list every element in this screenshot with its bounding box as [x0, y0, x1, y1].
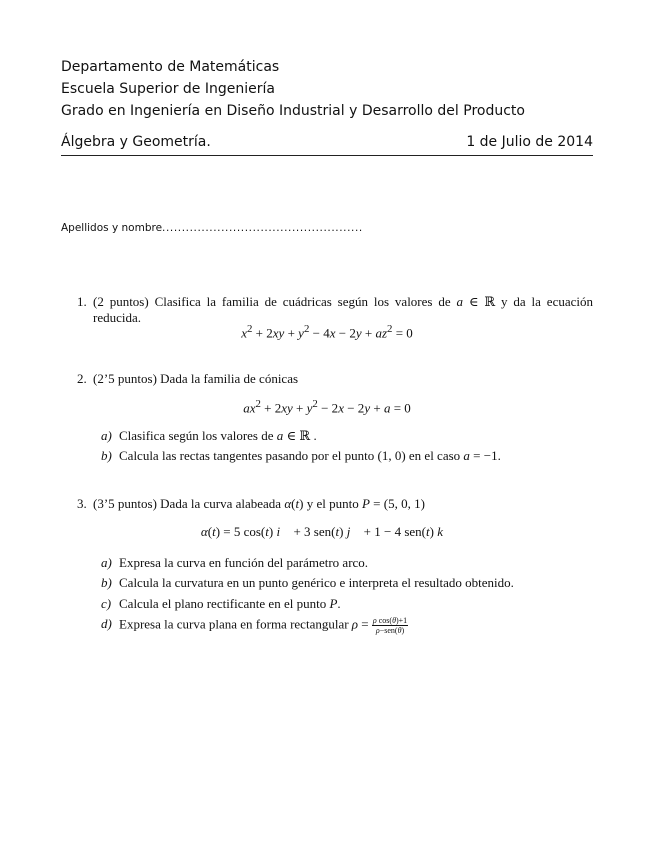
equation-quadric: $x^2 + 2xy + y^2 - 4x - 2y + az^2 = 0$: [241, 323, 413, 341]
exam-date: 1 de Julio de 2014: [466, 134, 593, 150]
equation-curve: α(t) = 5 cos(t) i⃗ + 3 sen(t) j⃗ + 1 − 4 sen(t) k⃗: [200, 524, 454, 539]
question-1-text-a: (2 puntos) Clasifica la familia de cuádricas según los valores de: [93, 294, 451, 309]
school: Escuela Superior de Ingeniería: [61, 81, 275, 97]
item-label: d): [101, 616, 112, 632]
question-2-item-a: a) Clasifica según los valores de a ∈ ℝ .: [101, 428, 317, 443]
question-1-text-b: y da la ecuación reducida.: [93, 294, 593, 325]
name-field: [61, 222, 363, 234]
item-text: Expresa la curva en función del parámetro arco.: [119, 555, 369, 570]
item-label: c): [101, 596, 112, 611]
question-2: [61, 371, 593, 387]
item-label: a): [101, 555, 112, 570]
name-dots: ...................................................: [162, 222, 363, 234]
question-3-item-b: [101, 575, 514, 591]
question-number: 3.: [77, 496, 87, 511]
question-3-item-d: d) Expresa la curva plana en forma rectangular ρ = $\frac{\text{ρ cos(θ)+1}}{\text{ρ−sen(θ)}}$: [101, 616, 408, 635]
department: Departamento de Matemáticas: [61, 59, 280, 75]
equation-conic: $ax^2 + 2xy + y^2 - 2x - 2y + a = 0$: [243, 398, 411, 416]
question-3-text-b: y el punto: [306, 496, 359, 511]
item-text: Clasifica según los valores de: [119, 428, 274, 443]
item-text: Calcula la curvatura en un punto genérico e interpreta el resultado obtenido.: [119, 575, 514, 590]
question-2-text: (2’5 puntos) Dada la familia de cónicas: [93, 371, 299, 386]
course-title: Álgebra y Geometría.: [61, 134, 211, 150]
name-label: Apellidos y nombre: [61, 222, 163, 234]
degree: Grado en Ingeniería en Diseño Industrial y Desarrollo del Producto: [61, 103, 525, 119]
question-3: 3. (3’5 puntos) Dada la curva alabeada α(t) y el punto P = (5, 0, 1): [77, 496, 425, 511]
item-text-b: en el caso: [408, 448, 461, 463]
item-label: b): [101, 448, 112, 463]
question-3-text-a: (3’5 puntos) Dada la curva alabeada: [93, 496, 282, 511]
question-number: 2.: [77, 371, 87, 386]
item-text: Expresa la curva plana en forma rectangular: [119, 616, 349, 632]
question-3-item-c: c) Calcula el plano rectificante en el punto P.: [101, 596, 341, 611]
item-label: a): [101, 428, 112, 443]
item-text: Calcula el plano rectificante en el punto: [119, 596, 327, 611]
question-3-item-a: [101, 555, 368, 571]
question-number: 1.: [77, 294, 87, 309]
polar-fraction: $\frac{\text{ρ cos(θ)+1}}{\text{ρ−sen(θ)}}$: [372, 616, 408, 635]
item-label: b): [101, 575, 112, 590]
item-text-a: Calcula las rectas tangentes pasando por el punto: [119, 448, 375, 463]
header-rule: [61, 155, 593, 156]
question-1: 1. (2 puntos) Clasifica la familia de cuádricas según los valores de a ∈ ℝ y da la ecuación reducida.: [77, 294, 593, 325]
question-2-item-b: b) Calcula las rectas tangentes pasando por el punto (1, 0) en el caso a = −1.: [101, 448, 501, 463]
